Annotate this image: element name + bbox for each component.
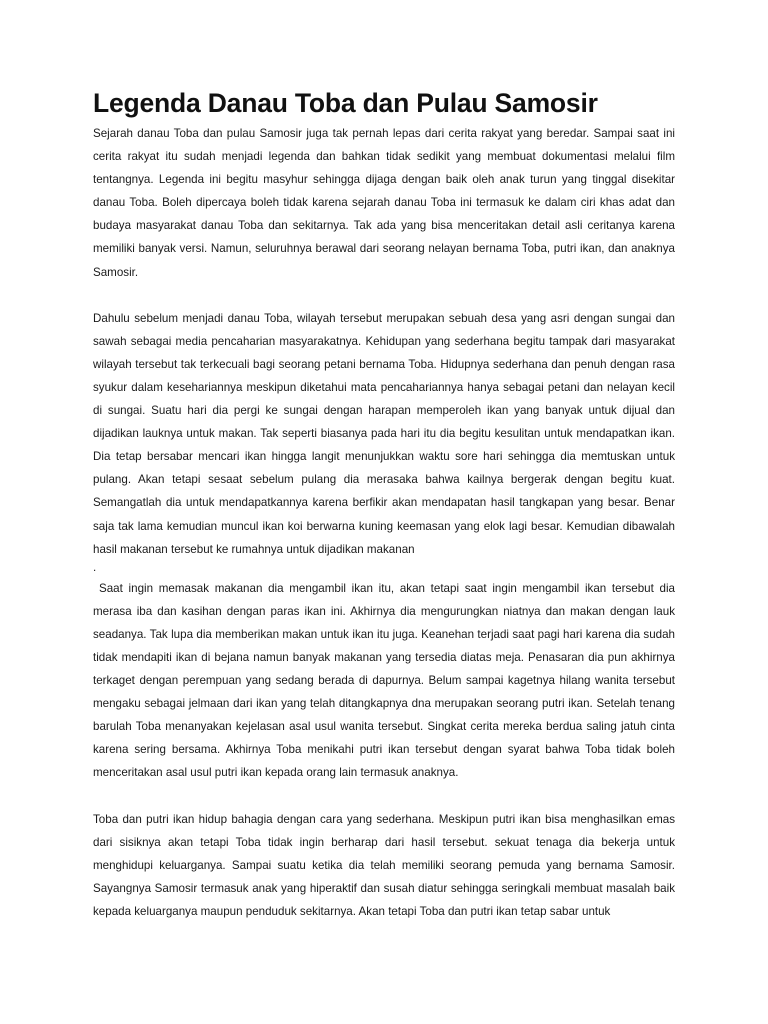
paragraph-toba-fishing: Dahulu sebelum menjadi danau Toba, wilayah tersebut merupakan sebuah desa yang asri dengan sungai dan sawah sebagai media pencaharian masyarakatnya. Kehidupan yang sederhana begitu tampak dari masyarakat wilayah tersebut tak terkecuali bagi seorang petani bernama Toba. Hidupnya sederhana dan penuh dengan rasa syukur dalam kesehariannya meskipun diketahui mata pencahariannya hanya sebagai petani dan nelayan kecil di sungai. Suatu hari dia pergi ke sungai dengan harapan memperoleh ikan yang banyak untuk dijual dan dijadikan lauknya untuk makan. Tak seperti biasanya pada hari itu dia begitu kesulitan untuk mendapatkan ikan. Dia tetap bersabar mencari ikan hingga langit menunjukkan waktu sore hari sehingga dia memtuskan untuk pulang. Akan tetapi sesaat sebelum pulang dia merasaka bahwa kailnya bergerak dengan begitu kuat. Semangatlah dia untuk mendapatkannya karena berfikir akan mendapatan hasil tangkapan yang besar. Benar saja tak lama kemudian muncul ikan koi berwarna kuning keemasan yang elok lagi besar. Kemudian dibawalah hasil makanan tersebut ke rumahnya untuk dijadikan makanan <box>93 311 675 556</box>
paragraph-intro: Sejarah danau Toba dan pulau Samosir juga tak pernah lepas dari cerita rakyat yang beredar. Sampai saat ini cerita rakyat itu sudah menjadi legenda dan bahkan tidak sedikit yang membuat dokumentasi melalui film tentangnya. Legenda ini begitu masyhur sehingga dijaga dengan baik oleh anak turun yang tinggal disekitar danau Toba. Boleh dipercaya boleh tidak karena sejarah danau Toba ini termasuk ke dalam ciri khas adat dan budaya masyarakat danau Toba dan sekitarnya. Tak ada yang bisa menceritakan detail asli ceritanya karena memiliki banyak versi. Namun, seluruhnya berawal dari seorang nelayan bernama Toba, putri ikan, dan anaknya Samosir. <box>93 127 675 279</box>
paragraph-fish-princess: Saat ingin memasak makanan dia mengambil ikan itu, akan tetapi saat ingin mengambil ikan tersebut dia merasa iba dan kasihan dengan paras ikan ini. Akhirnya dia mengurungkan niatnya dan makan dengan lauk seadanya. Tak lupa dia memberikan makan untuk ikan itu juga. Keanehan terjadi saat pagi hari karena dia sudah tidak mendapiti ikan di bejana namun banyak makanan yang tersedia diatas meja. Penasaran dia pun akhirnya terkaget dengan perempuan yang sedang berada di dapurnya. Belum sampai kagetnya hilang wanita tersebut mengaku sebagai jelmaan dari ikan yang telah ditangkapnya dna merupakan seorang putri ikan. Setelah tenang barulah Toba menanyakan kejelasan asal usul wanita tersebut. Singkat cerita mereka berdua saling jatuh cinta karena sering bersama. Akhirnya Toba menikahi putri ikan tersebut dengan syarat bahwa Toba tidak boleh menceritakan asal usul putri ikan kepada orang lain termasuk anaknya. <box>93 581 675 780</box>
stray-period: . <box>93 560 97 574</box>
document-title: Legenda Danau Toba dan Pulau Samosir <box>93 88 598 118</box>
paragraph-spacer <box>93 284 675 307</box>
paragraph-spacer <box>93 785 675 808</box>
paragraph-samosir: Toba dan putri ikan hidup bahagia dengan cara yang sederhana. Meskipun putri ikan bisa menghasilkan emas dari sisiknya akan tetapi Toba tidak ingin berharap dari hasil tersebut. sekuat tenaga dia bekerja untuk menghidupi keluarganya. Sampai suatu ketika dia telah memiliki seorang pemuda yang bernama Samosir. Sayangnya Samosir termasuk anak yang hiperaktif dan susah diatur sehingga seringkali membuat masalah baik kepada keluarganya maupun penduduk sekitarnya. Akan tetapi Toba dan putri ikan tetap sabar untuk <box>93 812 675 918</box>
document-page <box>93 84 675 923</box>
